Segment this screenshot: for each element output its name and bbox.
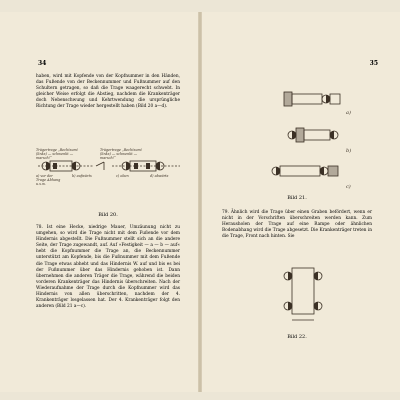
- figure-22-caption: Bild 22.: [287, 334, 307, 340]
- right-paragraph-1: [222, 210, 372, 243]
- left-paragraph-1: [36, 74, 180, 114]
- figure-20-label-right: Trägertrage „Rechtsum! (links) — schwenkt — marsch!“: [100, 148, 143, 160]
- figure-20-label-b: b) aufwärts: [72, 174, 92, 178]
- right-paragraph-1-text: 79. Ähnlich wird die Trage über einen Graben befördert, wenn er nicht in der Vorschriften überschreiten werden kann. Zum Herausholen der Trage auf eine Rampe oder ähnlichen Bodenabhang wird die Trage abgesetzt. Die Krankenträger treten in die Trage, Front nach hinten. Sie: [222, 210, 372, 240]
- figure-21-diagram: [270, 82, 370, 190]
- book-gutter: [198, 12, 202, 392]
- left-paragraph-2: [36, 225, 180, 313]
- figure-21-label-c: c): [346, 184, 351, 190]
- figure-20-label-d: d) abwärts: [150, 174, 169, 178]
- left-page-number: 34: [38, 60, 47, 67]
- figure-21-label-a: a): [346, 110, 351, 116]
- figure-20-label-left: Trägertrage „Rechtsum! (links) — schwenkt — marsch!“: [36, 148, 79, 160]
- figure-21-caption: Bild 21.: [287, 195, 307, 201]
- figure-20-caption: Bild 20.: [98, 212, 118, 218]
- figure-20-label-c: c) oben: [116, 174, 129, 178]
- figure-22-diagram: [278, 262, 334, 330]
- left-paragraph-1-text: haben, wird mit Kopfende von der Kopfnummer in den Händen, das Fußende von der Beckennummer und Fußnummer auf den Schultern getragen, so daß die Trage waagerecht schwebt. In gleicher Weise erfolgt die Abstieg, nachdem die Krankenträger doch Nebenschwung und Kehrtwendung die ursprüngliche Richtung der Trage wieder hergestellt haben (Bild 20 a—d).: [36, 74, 180, 110]
- figure-20-label-a: a) vor der Trage Abhang u.s.w.: [36, 174, 61, 186]
- left-paragraph-2-text: 78. Ist eine Hecke, niedrige Mauer, Umzäunung nicht zu umgehen, so wird die Trage nicht mit dem Fußende vor dem Hindernis abgestellt. Die Fußnummer stellt sich an die andere Seite, der Trage zugewandt, auf. Auf »Festigkeit — a — b — auf« hebt die Kopfnummer die Trage an, die Beckennummer unterstützt am Kopfende, bis die Fußnummer mit dem Fußende die Trage etwas abhebt und das Hindernis W. auf und bis es bei der Fußnummer über das Hindernis gehoben ist. Dann übernehmen die anderen Träger die Trage, während die beiden vorderen Krankenträger das Hindernis überschreiten. Nach der Wiederaufnahme der Trage durch die Kopfnummer wird das Hindernis von allen überschritten, nachdem der 4. Krankenträger losgelassen hat. Der 4. Krankenträger folgt den anderen (Bild 21 a—c).: [36, 225, 180, 310]
- figure-21-label-b: b): [346, 148, 352, 154]
- right-page-number: 35: [369, 60, 378, 67]
